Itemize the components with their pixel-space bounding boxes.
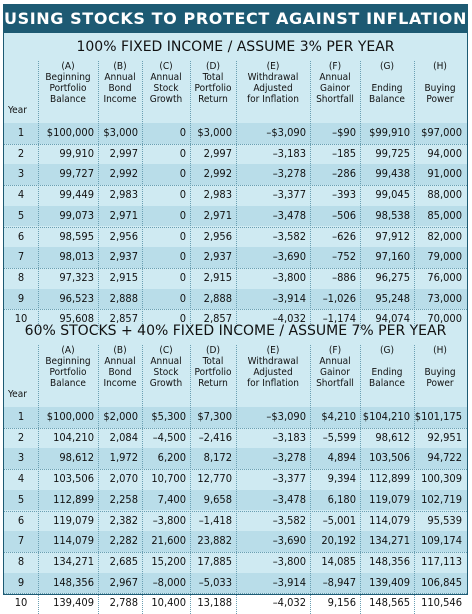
value-cell: 73,000 — [427, 291, 462, 305]
column-label-line: Ending — [371, 367, 403, 378]
value-cell: 2,685 — [109, 554, 138, 568]
value-cell: –$3,090 — [266, 410, 306, 423]
value-cell: –3,377 — [272, 472, 306, 486]
value-cell: 2,971 — [109, 208, 138, 222]
header-spacer — [360, 356, 414, 367]
column-label-line: Annual — [104, 72, 136, 83]
value-cell: 4,894 — [327, 451, 356, 465]
value-cell: 70,000 — [427, 312, 462, 326]
value-cell: –3,914 — [272, 291, 306, 305]
column-label-line: Portfolio — [49, 367, 87, 378]
value-cell: 2,983 — [203, 188, 232, 202]
column-letter: (C) — [159, 345, 173, 356]
value-cell: –2,416 — [198, 430, 232, 444]
value-cell: 2,382 — [109, 513, 138, 527]
value-cell: 104,210 — [53, 430, 94, 444]
column-label-line: Portfolio — [194, 367, 232, 378]
column-header — [236, 345, 310, 389]
value-cell: 79,000 — [427, 250, 462, 264]
column-header — [190, 61, 236, 105]
column-label-line: Income — [103, 94, 137, 105]
column-label-line: for Inflation — [247, 378, 299, 389]
value-cell: –3,800 — [152, 513, 186, 527]
header-spacer — [360, 72, 414, 83]
value-cell: –752 — [332, 250, 356, 264]
year-cell: 6 — [17, 229, 25, 243]
value-cell: 17,885 — [197, 554, 232, 568]
value-cell: 97,912 — [375, 229, 410, 243]
column-header — [38, 61, 98, 105]
column-label-line: Return — [198, 94, 228, 105]
column-label-line: Withdrawal — [247, 356, 299, 367]
column-divider — [360, 345, 361, 614]
value-cell: 8,172 — [203, 451, 232, 465]
value-cell: 0 — [179, 167, 186, 181]
value-cell: 98,538 — [375, 208, 410, 222]
value-cell: 148,356 — [369, 554, 410, 568]
year-cell: 1 — [17, 410, 25, 423]
value-cell: 2,992 — [109, 167, 138, 181]
column-label-line: Annual — [319, 356, 351, 367]
column-letter: (B) — [113, 345, 127, 356]
value-cell: –3,582 — [272, 513, 306, 527]
column-label-line: Annual — [150, 72, 182, 83]
value-cell: 99,449 — [59, 188, 94, 202]
value-cell: 2,997 — [109, 146, 138, 160]
section-title: 60% STOCKS + 40% FIXED INCOME / ASSUME 7% PER YEAR — [24, 323, 447, 339]
column-divider — [236, 61, 237, 330]
value-cell: 0 — [179, 270, 186, 284]
column-letter: (B) — [113, 61, 127, 72]
value-cell: –3,800 — [272, 554, 306, 568]
value-cell: –3,478 — [272, 208, 306, 222]
column-label-line: Balance — [369, 94, 405, 105]
value-cell: 2,788 — [109, 596, 138, 610]
value-cell: 0 — [179, 126, 186, 139]
value-cell: 99,045 — [375, 188, 410, 202]
value-cell: –3,478 — [272, 492, 306, 506]
year-cell: 8 — [17, 270, 25, 284]
column-letter: (F) — [328, 61, 342, 72]
column-header — [310, 345, 360, 389]
value-cell: –$3,090 — [266, 126, 306, 139]
value-cell: –4,500 — [152, 430, 186, 444]
value-cell: $2,000 — [103, 410, 138, 423]
value-cell: 0 — [179, 291, 186, 305]
value-cell: 85,000 — [427, 208, 462, 222]
value-cell: 14,085 — [321, 554, 356, 568]
column-divider — [414, 61, 415, 330]
column-header — [310, 61, 360, 105]
value-cell: –3,582 — [272, 229, 306, 243]
column-divider — [98, 345, 99, 614]
value-cell: –506 — [332, 208, 356, 222]
column-label-line: Year — [8, 389, 27, 400]
column-label-line: Stock — [153, 83, 179, 94]
section-title: 100% FIXED INCOME / ASSUME 3% PER YEAR — [76, 39, 395, 55]
value-cell: 95,248 — [375, 291, 410, 305]
value-cell: 99,725 — [375, 146, 410, 160]
value-cell: 9,156 — [327, 596, 356, 610]
year-cell: 4 — [17, 472, 25, 486]
value-cell: 112,899 — [53, 492, 94, 506]
value-cell: –4,032 — [272, 312, 306, 326]
column-label-line: Annual — [319, 72, 351, 83]
column-label-line: Balance — [50, 378, 86, 389]
column-letter: (F) — [328, 345, 342, 356]
value-cell: 2,084 — [109, 430, 138, 444]
column-label-line: Annual — [150, 356, 182, 367]
page-title: USING STOCKS TO PROTECT AGAINST INFLATION — [4, 5, 467, 33]
value-cell: 0 — [179, 229, 186, 243]
value-cell: $104,210 — [362, 410, 410, 423]
value-cell: 15,200 — [151, 554, 186, 568]
value-cell: 0 — [179, 312, 186, 326]
value-cell: 91,000 — [427, 167, 462, 181]
value-cell: 0 — [179, 146, 186, 160]
column-divider — [190, 345, 191, 614]
value-cell: 95,608 — [59, 312, 94, 326]
column-label-line: Annual — [104, 356, 136, 367]
column-label-line: Buying — [424, 367, 456, 378]
column-header — [414, 345, 466, 389]
value-cell: 99,073 — [59, 208, 94, 222]
column-divider — [190, 61, 191, 330]
column-letter: (E) — [266, 345, 280, 356]
column-label-line: Gainor — [320, 83, 350, 94]
value-cell: 82,000 — [427, 229, 462, 243]
column-header — [190, 345, 236, 389]
column-header — [4, 389, 42, 400]
year-cell: 2 — [17, 146, 25, 160]
value-cell: 106,845 — [421, 575, 462, 589]
column-letter: (G) — [380, 345, 394, 356]
value-cell: 114,079 — [369, 513, 410, 527]
value-cell: 12,770 — [197, 472, 232, 486]
value-cell: 97,160 — [375, 250, 410, 264]
value-cell: 2,967 — [109, 575, 138, 589]
value-cell: 9,658 — [203, 492, 232, 506]
value-cell: –3,183 — [272, 430, 306, 444]
column-divider — [38, 61, 39, 330]
value-cell: $100,000 — [46, 126, 94, 139]
value-cell: 23,882 — [197, 534, 232, 548]
value-cell: 0 — [179, 188, 186, 202]
value-cell: 20,192 — [321, 534, 356, 548]
value-cell: 98,013 — [59, 250, 94, 264]
column-letter: (A) — [61, 61, 75, 72]
value-cell: $99,910 — [369, 126, 410, 139]
year-cell: 2 — [17, 430, 25, 444]
column-label-line: Stock — [153, 367, 179, 378]
year-cell: 6 — [17, 513, 25, 527]
value-cell: 2,888 — [109, 291, 138, 305]
value-cell: 102,719 — [421, 492, 462, 506]
value-cell: 148,356 — [53, 575, 94, 589]
value-cell: –3,690 — [272, 250, 306, 264]
year-cell: 7 — [17, 250, 25, 264]
value-cell: 99,910 — [59, 146, 94, 160]
value-cell: 6,180 — [327, 492, 356, 506]
year-cell: 3 — [17, 167, 25, 181]
column-header — [360, 345, 414, 389]
column-label-line: Income — [103, 378, 137, 389]
column-divider — [98, 61, 99, 330]
year-cell: 8 — [17, 554, 25, 568]
column-header — [98, 345, 142, 389]
value-cell: 95,539 — [427, 513, 462, 527]
column-divider — [38, 345, 39, 614]
year-cell: 7 — [17, 534, 25, 548]
column-letter: (C) — [159, 61, 173, 72]
value-cell: 7,400 — [157, 492, 186, 506]
value-cell: –5,001 — [322, 513, 356, 527]
value-cell: $3,000 — [197, 126, 232, 139]
value-cell: 2,070 — [109, 472, 138, 486]
header-spacer — [414, 356, 466, 367]
column-label-line: Bond — [108, 83, 132, 94]
column-label-line: Adjusted — [253, 83, 293, 94]
column-letter: (H) — [433, 345, 447, 356]
value-cell: 2,282 — [109, 534, 138, 548]
value-cell: 119,079 — [53, 513, 94, 527]
value-cell: 98,612 — [59, 451, 94, 465]
value-cell: 2,915 — [203, 270, 232, 284]
value-cell: 2,857 — [203, 312, 232, 326]
value-cell: 21,600 — [151, 534, 186, 548]
column-label-line: Growth — [149, 378, 183, 389]
value-cell: 92,951 — [427, 430, 462, 444]
column-letter: (G) — [380, 61, 394, 72]
year-cell: 3 — [17, 451, 25, 465]
inflation-table-panel — [3, 4, 468, 610]
value-cell: –3,278 — [272, 167, 306, 181]
table-section — [4, 35, 467, 330]
value-cell: 98,612 — [375, 430, 410, 444]
value-cell: 114,079 — [53, 534, 94, 548]
value-cell: –185 — [332, 146, 356, 160]
year-cell: 10 — [14, 596, 28, 610]
value-cell: 109,174 — [421, 534, 462, 548]
column-header — [414, 61, 466, 105]
value-cell: 139,409 — [369, 575, 410, 589]
value-cell: –286 — [332, 167, 356, 181]
column-header — [38, 345, 98, 389]
header-spacer — [414, 72, 466, 83]
value-cell: 2,888 — [203, 291, 232, 305]
column-label-line: Shortfall — [316, 94, 354, 105]
value-cell: 2,258 — [109, 492, 138, 506]
value-cell: 2,992 — [203, 167, 232, 181]
column-label-line: Total — [202, 72, 224, 83]
value-cell: –$90 — [332, 126, 356, 139]
value-cell: 119,079 — [369, 492, 410, 506]
value-cell: 9,394 — [327, 472, 356, 486]
year-cell: 9 — [17, 575, 25, 589]
value-cell: 99,727 — [59, 167, 94, 181]
column-label-line: Power — [426, 378, 454, 389]
column-label-line: Portfolio — [194, 83, 232, 94]
value-cell: –3,278 — [272, 451, 306, 465]
value-cell: 2,956 — [203, 229, 232, 243]
column-divider — [142, 345, 143, 614]
value-cell: –5,599 — [322, 430, 356, 444]
value-cell: 0 — [179, 250, 186, 264]
value-cell: 98,595 — [59, 229, 94, 243]
value-cell: 2,937 — [109, 250, 138, 264]
value-cell: 94,722 — [427, 451, 462, 465]
value-cell: 0 — [179, 208, 186, 222]
value-cell: 94,000 — [427, 146, 462, 160]
value-cell: –3,690 — [272, 534, 306, 548]
value-cell: –5,033 — [198, 575, 232, 589]
column-header — [142, 61, 190, 105]
value-cell: –8,947 — [322, 575, 356, 589]
column-label-line: Return — [198, 378, 228, 389]
column-label-line: Balance — [369, 378, 405, 389]
column-label-line: Beginning — [45, 72, 91, 83]
column-divider — [360, 61, 361, 330]
column-letter: (E) — [266, 61, 280, 72]
value-cell: $3,000 — [103, 126, 138, 139]
column-label-line: Ending — [371, 83, 403, 94]
value-cell: 10,700 — [151, 472, 186, 486]
column-header — [98, 61, 142, 105]
value-cell: 139,409 — [53, 596, 94, 610]
value-cell: 2,971 — [203, 208, 232, 222]
column-letter: (D) — [206, 345, 220, 356]
column-label-line: for Inflation — [247, 94, 299, 105]
year-cell: 4 — [17, 188, 25, 202]
value-cell: 96,275 — [375, 270, 410, 284]
year-cell: 1 — [17, 126, 25, 139]
value-cell: $4,210 — [321, 410, 356, 423]
value-cell: –626 — [332, 229, 356, 243]
value-cell: 117,113 — [421, 554, 462, 568]
value-cell: $100,000 — [46, 410, 94, 423]
column-header — [360, 61, 414, 105]
column-letter: (D) — [206, 61, 220, 72]
value-cell: –1,174 — [322, 312, 356, 326]
column-divider — [236, 345, 237, 614]
column-divider — [414, 345, 415, 614]
value-cell: 2,915 — [109, 270, 138, 284]
value-cell: 76,000 — [427, 270, 462, 284]
value-cell: 148,565 — [369, 596, 410, 610]
value-cell: –886 — [332, 270, 356, 284]
column-label-line: Shortfall — [316, 378, 354, 389]
year-cell: 5 — [17, 208, 25, 222]
column-label-line: Gainor — [320, 367, 350, 378]
value-cell: $97,000 — [421, 126, 462, 139]
value-cell: 112,899 — [369, 472, 410, 486]
column-label-line: Portfolio — [49, 83, 87, 94]
value-cell: 94,074 — [375, 312, 410, 326]
column-header — [142, 345, 190, 389]
value-cell: –3,914 — [272, 575, 306, 589]
value-cell: 10,400 — [151, 596, 186, 610]
year-cell: 9 — [17, 291, 25, 305]
column-label-line: Beginning — [45, 356, 91, 367]
value-cell: 103,506 — [369, 451, 410, 465]
column-letter: (H) — [433, 61, 447, 72]
column-divider — [310, 345, 311, 614]
column-divider — [310, 61, 311, 330]
value-cell: –393 — [332, 188, 356, 202]
column-label-line: Total — [202, 356, 224, 367]
column-label-line: Balance — [50, 94, 86, 105]
value-cell: 2,983 — [109, 188, 138, 202]
year-cell: 10 — [14, 312, 28, 326]
year-cell: 5 — [17, 492, 25, 506]
value-cell: 13,188 — [197, 596, 232, 610]
table-section — [4, 319, 467, 614]
column-label-line: Buying — [424, 83, 456, 94]
value-cell: 88,000 — [427, 188, 462, 202]
value-cell: 2,937 — [203, 250, 232, 264]
column-label-line: Withdrawal — [247, 72, 299, 83]
value-cell: 1,972 — [109, 451, 138, 465]
column-label-line: Bond — [108, 367, 132, 378]
value-cell: 6,200 — [157, 451, 186, 465]
value-cell: 110,546 — [421, 596, 462, 610]
value-cell: 100,309 — [421, 472, 462, 486]
column-label-line: Year — [8, 105, 27, 116]
value-cell: 2,857 — [109, 312, 138, 326]
column-header — [236, 61, 310, 105]
value-cell: –3,183 — [272, 146, 306, 160]
value-cell: 134,271 — [53, 554, 94, 568]
value-cell: 134,271 — [369, 534, 410, 548]
value-cell: 96,523 — [59, 291, 94, 305]
value-cell: –4,032 — [272, 596, 306, 610]
column-header — [4, 105, 42, 116]
value-cell: –3,800 — [272, 270, 306, 284]
value-cell: $7,300 — [197, 410, 232, 423]
value-cell: 103,506 — [53, 472, 94, 486]
value-cell: $5,300 — [151, 410, 186, 423]
value-cell: –3,377 — [272, 188, 306, 202]
column-label-line: Growth — [149, 94, 183, 105]
value-cell: –8,000 — [152, 575, 186, 589]
column-letter: (A) — [61, 345, 75, 356]
column-label-line: Adjusted — [253, 367, 293, 378]
value-cell: 99,438 — [375, 167, 410, 181]
value-cell: 2,956 — [109, 229, 138, 243]
value-cell: 97,323 — [59, 270, 94, 284]
value-cell: 2,997 — [203, 146, 232, 160]
value-cell: –1,026 — [322, 291, 356, 305]
value-cell: $101,175 — [414, 410, 462, 423]
column-divider — [142, 61, 143, 330]
column-label-line: Power — [426, 94, 454, 105]
value-cell: –1,418 — [198, 513, 232, 527]
